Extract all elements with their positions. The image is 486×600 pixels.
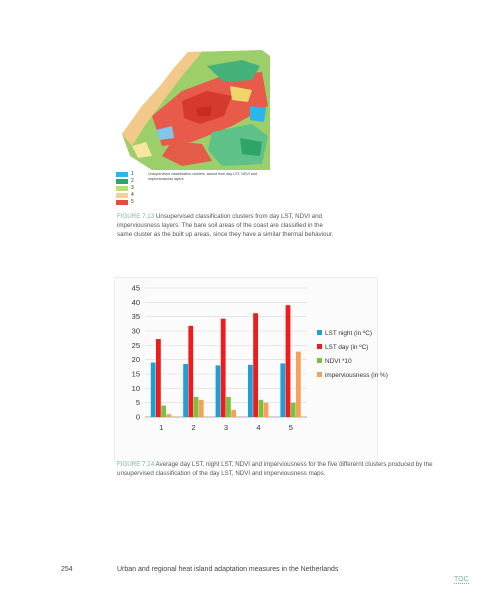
bar-4-cluster-5 [296,352,301,417]
bar-1-cluster-3 [216,365,221,417]
bar-4-cluster-2 [199,400,204,417]
legend-label: imperviousness (in %) [325,372,388,379]
y-tick-label: 0 [135,412,140,422]
cluster-map-image [112,46,272,170]
legend-swatch [116,200,128,205]
y-tick-label: 20 [131,355,140,365]
legend-number: 3 [131,185,134,191]
legend-swatch [317,358,322,363]
legend-label: LST night (in ºC) [325,330,372,337]
bar-4-cluster-1 [166,414,171,417]
x-tick-label: 4 [256,423,261,432]
legend-number: 4 [131,192,134,198]
legend-label: LST day (in ºC) [325,344,369,351]
bar-chart-svg [115,278,388,461]
y-tick-label: 35 [131,312,140,322]
figure-number: FIGURE 7.13 [117,213,155,220]
bar-1-cluster-2 [183,364,188,417]
caption-text: Average day LST, night LST, NDVI and imperviousness for the five differernt clusters produced by the unsupervised classification of the day LST, NDVI and imperviousness maps. [117,461,433,477]
x-tick-label: 1 [159,423,164,432]
page-number: 254 [61,566,73,573]
bar-4-cluster-4 [264,403,269,417]
bar-3-cluster-3 [226,397,231,417]
y-tick-label: 45 [131,283,140,293]
bar-1-cluster-4 [248,365,253,417]
figure-caption-713 [117,212,337,239]
x-tick-label: 5 [288,423,293,432]
bar-3-cluster-5 [291,403,296,417]
cluster-map-graphic [112,46,272,170]
caption-text: Unsupervised classification clusters from day LST, NDVI and imperviousness layers. The bare soil areas of the coast are classified in the same cluster as the built up areas, since they have a similar thermal behaviour. [117,213,334,238]
bar-2-cluster-1 [156,339,161,417]
legend-label: NDVI *10 [325,358,352,365]
bar-3-cluster-1 [161,406,166,417]
legend-swatch [116,186,128,191]
legend-swatch [116,193,128,198]
figure-number: FIGURE 7.14 [117,461,155,468]
bar-2-cluster-2 [188,326,193,417]
figure-caption-714 [117,460,437,478]
y-tick-label: 40 [131,297,140,307]
legend-swatch [317,330,322,335]
legend-swatch [317,372,322,377]
legend-swatch [116,179,128,184]
x-tick-label: 2 [191,423,196,432]
y-tick-label: 30 [131,326,140,336]
bar-2-cluster-5 [286,305,291,417]
cluster-map-legend [112,172,272,210]
y-tick-label: 15 [131,369,140,379]
cluster-bar-chart [114,277,388,462]
legend-number: 1 [131,171,134,177]
legend-title: Unsupervised classification clusters, issued from day LST, NDVI and imperviousness layers [148,172,257,181]
legend-number: 2 [131,178,134,184]
toc-link[interactable]: TOC [454,576,469,583]
cluster-map-figure [112,46,272,211]
legend-number: 5 [131,199,134,205]
bar-1-cluster-1 [151,363,156,417]
running-title: Urban and regional heat island adaptation measures in the Netherlands [117,566,339,573]
y-tick-label: 10 [131,383,140,393]
bar-2-cluster-3 [221,319,226,417]
legend-swatch [116,172,128,177]
bar-1-cluster-5 [280,363,285,417]
bar-3-cluster-4 [258,400,263,417]
y-tick-label: 25 [131,340,140,350]
legend-swatch [317,344,322,349]
y-tick-label: 5 [135,398,140,408]
bar-4-cluster-3 [231,410,236,417]
bar-3-cluster-2 [194,397,199,417]
x-tick-label: 3 [223,423,229,432]
bar-2-cluster-4 [253,313,258,417]
